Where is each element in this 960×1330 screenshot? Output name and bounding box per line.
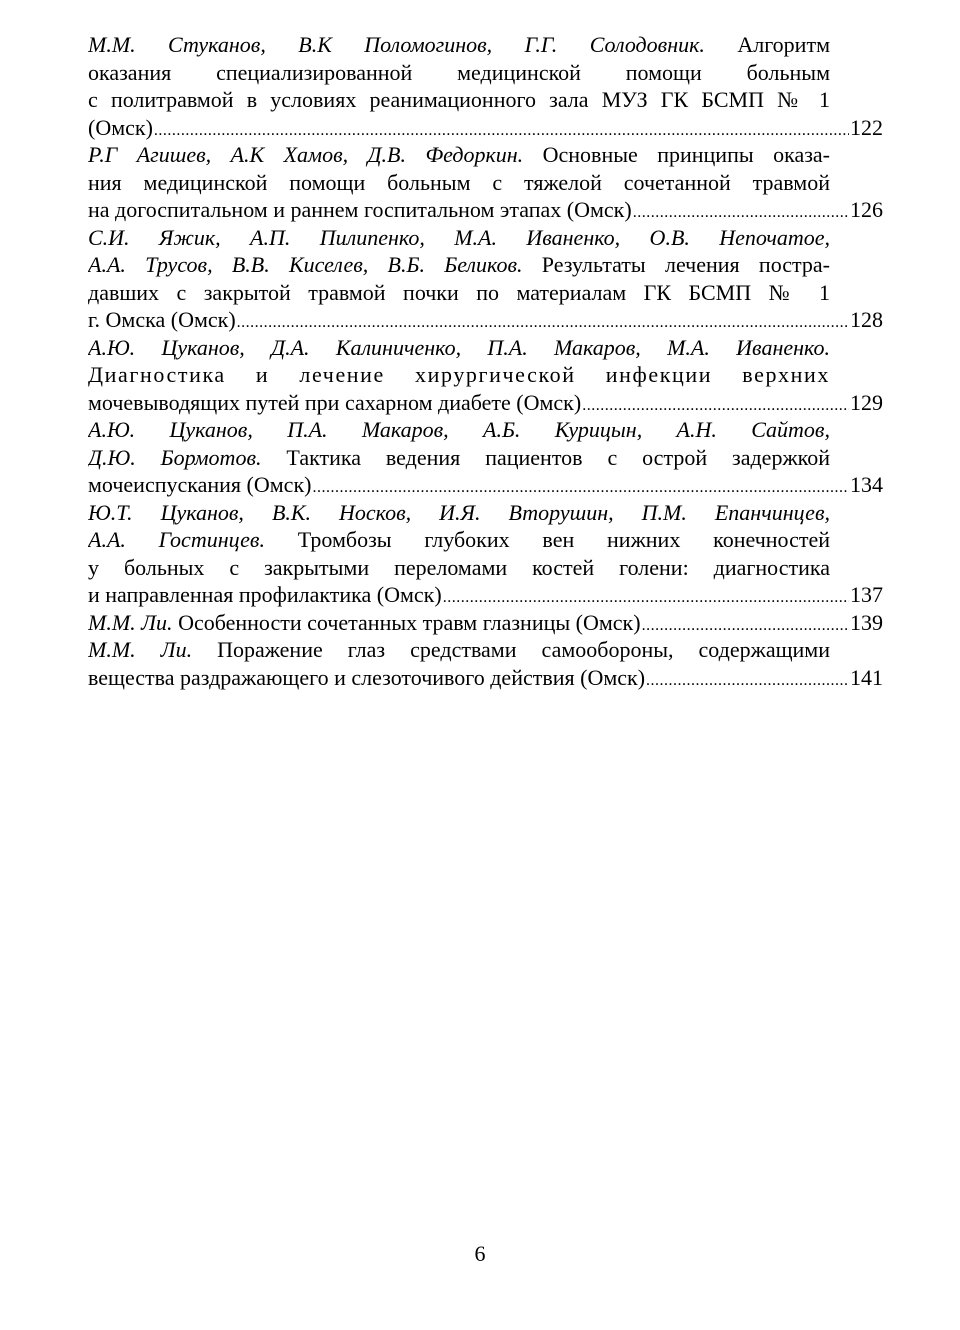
toc-entry-authors: А.А. Трусов, В.В. Киселев, В.Б. Беликов. (88, 252, 523, 277)
toc-entry (88, 499, 883, 609)
toc-entry-title: давших с закрытой травмой почки по материалам ГК БСМП № 1 (88, 279, 830, 305)
toc-entry-title: ния медицинской помощи больным с тяжелой сочетанной травмой (88, 169, 830, 195)
toc-entry-line (88, 141, 830, 169)
toc-page-number: 126 (850, 197, 883, 222)
dot-leader (642, 612, 849, 637)
toc-entry-final-line (88, 471, 883, 499)
toc-entry-title: (Омск) (88, 114, 153, 140)
toc-entry-line (88, 279, 830, 307)
toc-entry-line (88, 59, 830, 87)
toc-entry-title: Тактика ведения пациентов с острой задержкой (261, 444, 830, 470)
toc-entry-title: Особенности сочетанных травм глазницы (Омск) (172, 609, 641, 635)
toc-entry (88, 609, 883, 637)
toc-entry-title: Результаты лечения постра- (522, 252, 830, 277)
toc-entry (88, 141, 883, 224)
toc-entry-title: и направленная профилактика (Омск) (88, 582, 442, 607)
toc-entry-final-line (88, 196, 883, 224)
toc-entry-title-end (88, 389, 581, 417)
toc-entry-line (88, 224, 830, 252)
dot-leader (633, 199, 849, 224)
toc-entry-line (88, 334, 830, 362)
toc-entry-title: на догоспитальном и раннем госпитальном этапах (Омск) (88, 197, 632, 222)
toc-entry-title-end (88, 306, 236, 334)
toc-entry-authors: М.М. Ли. (88, 637, 193, 662)
toc-entry-title-end (88, 114, 153, 142)
toc-page-number: 122 (850, 114, 883, 140)
toc-entry-title-end (88, 196, 632, 224)
toc-entry (88, 31, 883, 141)
toc-entry-title: Алгоритм (704, 32, 830, 57)
toc-entry (88, 334, 883, 417)
toc-entry-final-line (88, 306, 883, 334)
toc-entry-line (88, 554, 830, 582)
toc-page-number: 139 (850, 609, 883, 635)
toc-entry-title-end (88, 609, 641, 637)
toc-entry-title: Диагностика и лечение хирургической инфекции верхних (88, 362, 830, 387)
toc-entry (88, 636, 883, 691)
toc-entry-line (88, 361, 830, 389)
dot-leader (154, 117, 849, 142)
toc-entry-title-end (88, 664, 645, 692)
toc-entry-final-line (88, 664, 883, 692)
toc-entry-authors: С.И. Яжик, А.П. Пилипенко, М.А. Иваненко, О.В. Непочатое, (88, 224, 830, 250)
toc-entry-authors: М.М. Ли. (88, 609, 173, 635)
toc-entry-line (88, 251, 830, 279)
page-number: 6 (474, 1241, 486, 1266)
toc-entry-final-line (88, 609, 883, 637)
toc-entry-title: Основные принципы оказа- (523, 142, 830, 167)
dot-leader (237, 309, 849, 334)
toc-entry-final-line (88, 389, 883, 417)
toc-entry-authors: А.А. Гостинцев. (88, 527, 265, 552)
toc-entry-line (88, 526, 830, 554)
toc-page-number: 134 (850, 472, 883, 497)
toc-entry-line (88, 416, 830, 444)
toc-entry-final-line (88, 114, 883, 142)
dot-leader (312, 474, 849, 499)
toc-entry-title: вещества раздражающего и слезоточивого действия (Омск) (88, 664, 646, 690)
toc-entry-title: Тромбозы глубоких вен нижних конечностей (265, 527, 830, 552)
toc-entry-title-end (88, 581, 442, 609)
toc-entry-title-end (88, 471, 311, 499)
toc-entry-line (88, 31, 830, 59)
toc-entry-title: у больных с закрытыми переломами костей голени: диагностика (88, 554, 830, 580)
toc-entry-authors: М.М. Стуканов, В.К Поломогинов, Г.Г. Солодовник. (88, 32, 705, 57)
toc-entry-line (88, 86, 830, 114)
toc-page-number: 129 (850, 389, 883, 415)
toc-entry-line (88, 169, 830, 197)
toc-entry-title: оказания специализированной медицинской помощи больным (88, 59, 830, 85)
toc-entry-title: мочеиспускания (Омск) (88, 472, 312, 497)
dot-leader (582, 392, 849, 417)
toc-entry (88, 224, 883, 334)
toc-entry-line (88, 636, 830, 664)
toc-entry-title: Поражение глаз средствами самообороны, содержащими (192, 637, 830, 662)
dot-leader (646, 667, 849, 692)
toc-entry-title: мочевыводящих путей при сахарном диабете (Омск) (88, 389, 582, 415)
toc-entry-authors: А.Ю. Цуканов, П.А. Макаров, А.Б. Курицын, А.Н. Сайтов, (88, 417, 830, 442)
toc-entry-authors: Д.Ю. Бормотов. (88, 444, 262, 470)
toc-page-number: 141 (850, 664, 883, 690)
dot-leader (443, 584, 849, 609)
toc-entry-final-line (88, 581, 883, 609)
toc-entry-title: с политравмой в условиях реанимационного зала МУЗ ГК БСМП № 1 (88, 87, 830, 112)
toc-entry-line (88, 444, 830, 472)
toc-entry-authors: А.Ю. Цуканов, Д.А. Калиниченко, П.А. Макаров, М.А. Иваненко. (88, 334, 830, 360)
toc-entry-title: г. Омска (Омск) (88, 307, 236, 332)
toc-entry (88, 416, 883, 499)
table-of-contents (88, 31, 883, 691)
toc-entry-line (88, 499, 830, 527)
toc-entry-authors: Ю.Т. Цуканов, В.К. Носков, И.Я. Вторушин, П.М. Епанчинцев, (88, 499, 830, 525)
toc-page-number: 128 (850, 307, 883, 332)
toc-entry-authors: Р.Г Агишев, А.К Хамов, Д.В. Федоркин. (88, 142, 524, 167)
toc-page-number: 137 (850, 582, 883, 607)
